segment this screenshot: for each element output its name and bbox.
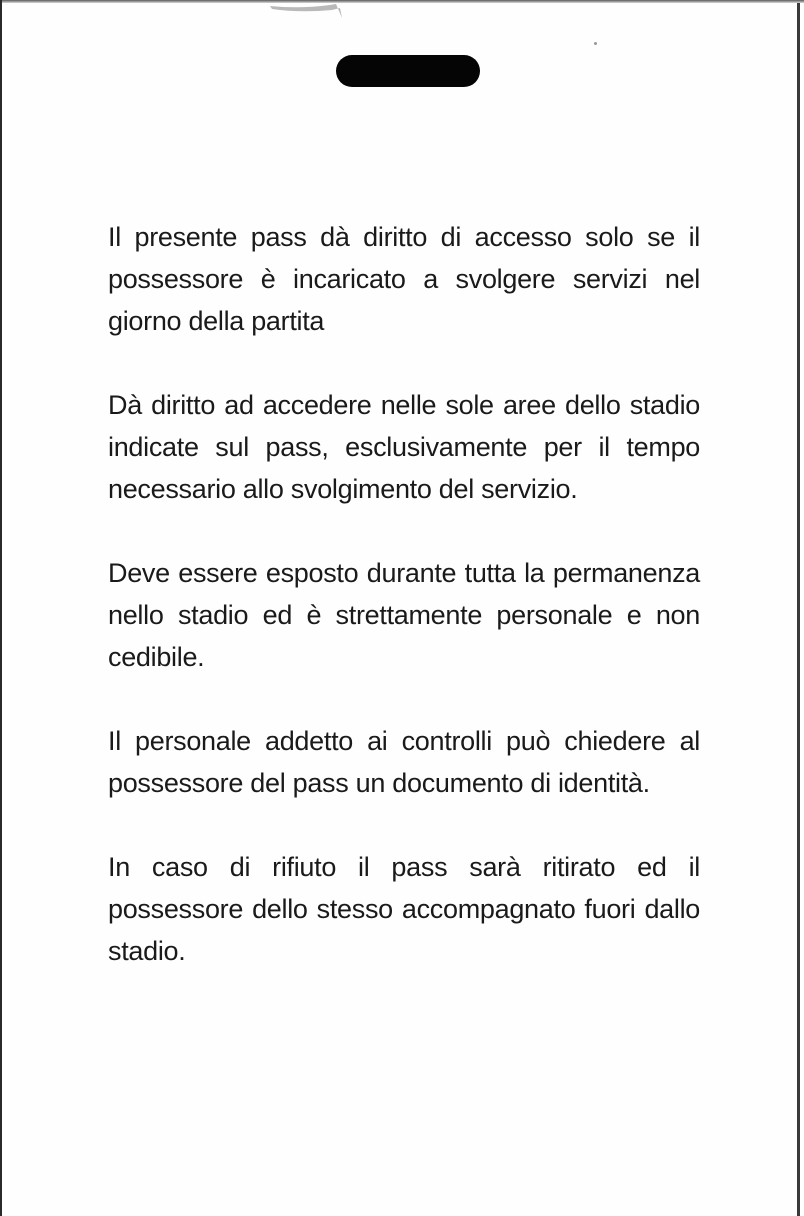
scuff-mark bbox=[270, 0, 350, 22]
card-top-edge bbox=[2, 0, 804, 3]
paragraph-refusal: In caso di rifiuto il pass sarà ritirato ed il possessore dello stesso accompagnato fuori dallo stadio. bbox=[108, 852, 700, 966]
paragraph-identity-check: Il personale addetto ai controlli può chiedere al possessore del pass un documento di identità. bbox=[108, 726, 700, 798]
terms-text bbox=[108, 216, 700, 1014]
paragraph-areas: Dà diritto ad accedere nelle sole aree dello stadio indicate sul pass, esclusivamente per il tempo necessario allo svolgimento del servizio. bbox=[108, 390, 700, 504]
paragraph-access-conditions: Il presente pass dà diritto di accesso solo se il possessore è incaricato a svolgere servizi nel giorno della partita bbox=[108, 222, 700, 336]
lanyard-slot bbox=[336, 55, 480, 87]
paragraph-display: Deve essere esposto durante tutta la permanenza nello stadio ed è strettamente personale e non cedibile. bbox=[108, 558, 700, 672]
dust-speck bbox=[594, 42, 597, 45]
